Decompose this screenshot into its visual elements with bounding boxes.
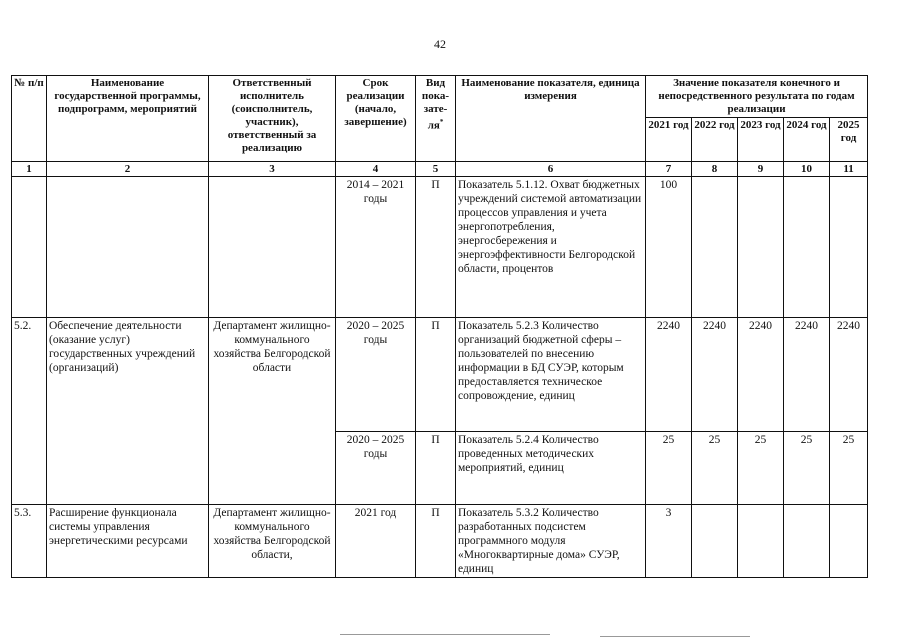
cell-value-2021: 3 [646,505,692,578]
cell-indicator: Показатель 5.1.12. Охват бюджетных учреждений системой автоматизации процессов управления и учета энергопотребления, энергосбережения и энергоэффективности Белгородской области, процентов [456,177,646,318]
cell-type: П [416,432,456,505]
cell-type: П [416,318,456,432]
cell-value-2025: 2240 [830,318,868,432]
header-type [416,76,456,162]
col-number: 11 [830,162,868,177]
cell-value-2024 [784,177,830,318]
cell-value-2024: 25 [784,432,830,505]
cell-responsible: Департамент жилищно-коммунального хозяйства Белгородской области, [209,505,336,578]
cell-num: 5.2. [12,318,47,505]
cell-indicator: Показатель 5.2.3 Количество организаций бюджетной сферы – пользователей по внесению информации в БД СУЭР, которым предоставляется техническое сопровождение, единиц [456,318,646,432]
cell-value-2022: 2240 [692,318,738,432]
header-year-2021: 2021 год [646,118,692,162]
header-name: Наименование государственной программы, подпрограмм, мероприятий [47,76,209,162]
table-row [12,177,868,318]
col-number: 3 [209,162,336,177]
cell-type: П [416,177,456,318]
cell-term: 2014 – 2021 годы [336,177,416,318]
col-number: 10 [784,162,830,177]
cell-responsible: Департамент жилищно-коммунального хозяйства Белгородской области [209,318,336,505]
cell-value-2025: 25 [830,432,868,505]
col-number: 4 [336,162,416,177]
header-num: № п/п [12,76,47,162]
header-responsible: Ответственный исполнитель (соисполнитель, участник), ответственный за реализацию [209,76,336,162]
cell-term: 2021 год [336,505,416,578]
col-number: 9 [738,162,784,177]
cell-value-2024: 2240 [784,318,830,432]
cell-term: 2020 – 2025 годы [336,318,416,432]
cell-value-2022 [692,177,738,318]
scan-artifact-line [340,634,550,635]
cell-value-2024 [784,505,830,578]
cell-value-2021: 2240 [646,318,692,432]
cell-value-2023 [738,177,784,318]
header-indicator: Наименование показателя, единица измерения [456,76,646,162]
cell-name [47,177,209,318]
cell-name: Обеспечение деятельности (оказание услуг) государственных учреждений (организаций) [47,318,209,505]
header-term: Срок реализации (начало, завершение) [336,76,416,162]
cell-value-2021: 100 [646,177,692,318]
cell-responsible [209,177,336,318]
col-number: 2 [47,162,209,177]
header-values: Значение показателя конечного и непосредственного результата по годам реализации [646,76,868,118]
scan-artifact-line [600,636,750,637]
cell-value-2021: 25 [646,432,692,505]
cell-value-2025 [830,177,868,318]
cell-num [12,177,47,318]
col-number: 8 [692,162,738,177]
cell-value-2025 [830,505,868,578]
cell-value-2023 [738,505,784,578]
cell-num: 5.3. [12,505,47,578]
header-type-text: Вид пока-зате-ля [421,77,450,132]
header-year-2023: 2023 год [738,118,784,162]
cell-indicator: Показатель 5.2.4 Количество проведенных методических мероприятий, единиц [456,432,646,505]
col-number: 1 [12,162,47,177]
cell-value-2022: 25 [692,432,738,505]
cell-term: 2020 – 2025 годы [336,432,416,505]
cell-value-2022 [692,505,738,578]
page-number: 42 [434,37,446,51]
col-number: 5 [416,162,456,177]
cell-indicator: Показатель 5.3.2 Количество разработанных подсистем программного модуля «Многоквартирные дома» СУЭР, единиц [456,505,646,578]
cell-value-2023: 25 [738,432,784,505]
cell-type: П [416,505,456,578]
header-year-2024: 2024 год [784,118,830,162]
cell-name: Расширение функционала системы управления энергетическими ресурсами [47,505,209,578]
header-year-2025: 2025 год [830,118,868,162]
indicators-table [11,75,868,578]
header-type-mark: * [439,118,444,126]
col-number: 7 [646,162,692,177]
table-row [12,505,868,578]
header-year-2022: 2022 год [692,118,738,162]
table-row [12,318,868,432]
col-number: 6 [456,162,646,177]
cell-value-2023: 2240 [738,318,784,432]
